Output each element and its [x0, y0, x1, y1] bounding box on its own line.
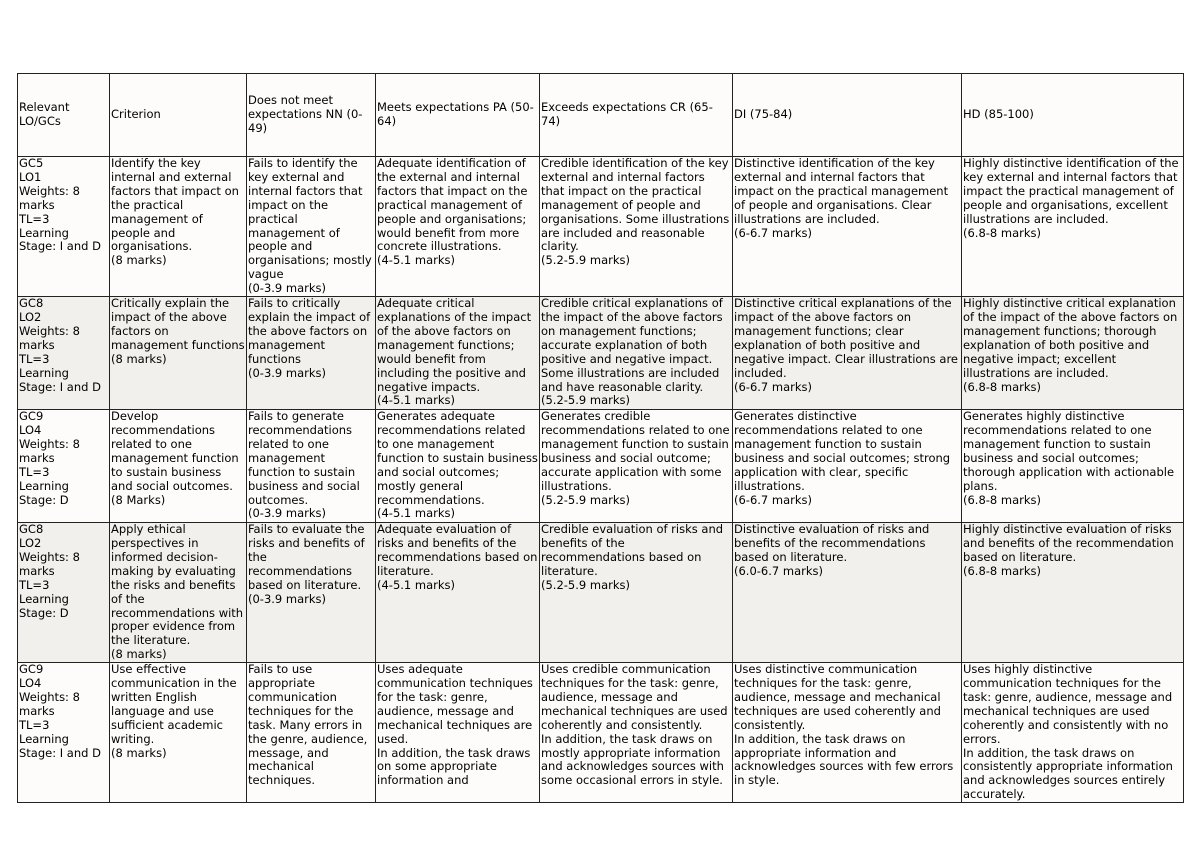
- lo-cell: GC8 LO2 Weights: 8 marks TL=3 Learning Stage: D: [18, 523, 110, 663]
- di-cell: Distinctive identification of the key external and internal factors that impact on the practical management of people and organisations. Clear illustrations are included. (6-6.7 marks): [733, 157, 962, 297]
- header-row: [18, 74, 1184, 157]
- header-pa: Meets expectations PA (50-64): [376, 74, 540, 157]
- table-row: [18, 410, 1184, 523]
- criterion-cell: Critically explain the impact of the above factors on management functions (8 marks): [110, 297, 247, 410]
- lo-cell: GC9 LO4 Weights: 8 marks TL=3 Learning Stage: I and D: [18, 663, 110, 803]
- header-criterion: Criterion: [110, 74, 247, 157]
- hd-cell: Uses highly distinctive communication techniques for the task: genre, audience, message and mechanical techniques are used coherently and consistently with no errors. In addition, the task draws on consistently appropriate information and acknowledges sources entirely accurately.: [962, 663, 1184, 803]
- pa-cell: Adequate critical explanations of the impact of the above factors on management functions; would benefit from including the positive and negative impacts. (4-5.1 marks): [376, 297, 540, 410]
- pa-cell: Uses adequate communication techniques for the task: genre, audience, message and mechanical techniques are used. In addition, the task draws on some appropriate information and: [376, 663, 540, 803]
- nn-cell: Fails to evaluate the risks and benefits of the recommendations based on literature. (0-3.9 marks): [247, 523, 376, 663]
- rubric-table: [17, 73, 1184, 803]
- header-relevant-lo: Relevant LO/GCs: [18, 74, 110, 157]
- header-di: DI (75-84): [733, 74, 962, 157]
- criterion-cell: Develop recommendations related to one management function to sustain business and social outcomes. (8 Marks): [110, 410, 247, 523]
- table-row: [18, 663, 1184, 803]
- hd-cell: Highly distinctive critical explanation of the impact of the above factors on management functions; thorough explanation of both positive and negative impact; excellent illustrations are included. (6.8-8 marks): [962, 297, 1184, 410]
- criterion-cell: Apply ethical perspectives in informed decision-making by evaluating the risks and benefits of the recommendations with proper evidence from the literature. (8 marks): [110, 523, 247, 663]
- lo-cell: GC8 LO2 Weights: 8 marks TL=3 Learning Stage: I and D: [18, 297, 110, 410]
- di-cell: Distinctive critical explanations of the impact of the above factors on management functions; clear explanation of both positive and negative impact. Clear illustrations are included. (6-6.7 marks): [733, 297, 962, 410]
- nn-cell: Fails to generate recommendations related to one management function to sustain business and social outcomes. (0-3.9 marks): [247, 410, 376, 523]
- di-cell: Generates distinctive recommendations related to one management function to sustain business and social outcomes; strong application with clear, specific illustrations. (6-6.7 marks): [733, 410, 962, 523]
- header-cr: Exceeds expectations CR (65-74): [540, 74, 733, 157]
- criterion-cell: Identify the key internal and external factors that impact on the practical management of people and organisations. (8 marks): [110, 157, 247, 297]
- hd-cell: Highly distinctive evaluation of risks and benefits of the recommendation based on literature. (6.8-8 marks): [962, 523, 1184, 663]
- cr-cell: Uses credible communication techniques for the task: genre, audience, message and mechanical techniques are used coherently and consistently. In addition, the task draws on mostly appropriate information and acknowledges sources with some occasional errors in style.: [540, 663, 733, 803]
- pa-cell: Generates adequate recommendations related to one management function to sustain business and social outcomes; mostly general recommendations. (4-5.1 marks): [376, 410, 540, 523]
- criterion-cell: Use effective communication in the written English language and use sufficient academic writing. (8 marks): [110, 663, 247, 803]
- hd-cell: Generates highly distinctive recommendations related to one management function to sustain business and social outcomes; thorough application with actionable plans. (6.8-8 marks): [962, 410, 1184, 523]
- pa-cell: Adequate identification of the external and internal factors that impact on the practical management of people and organisations; would benefit from more concrete illustrations. (4-5.1 marks): [376, 157, 540, 297]
- table-row: [18, 523, 1184, 663]
- hd-cell: Highly distinctive identification of the key external and internal factors that impact the practical management of people and organisations, excellent illustrations are included. (6.8-8 marks): [962, 157, 1184, 297]
- di-cell: Distinctive evaluation of risks and benefits of the recommendations based on literature. (6.0-6.7 marks): [733, 523, 962, 663]
- header-nn: Does not meet expectations NN (0-49): [247, 74, 376, 157]
- cr-cell: Generates credible recommendations related to one management function to sustain business and social outcome; accurate application with some illustrations. (5.2-5.9 marks): [540, 410, 733, 523]
- nn-cell: Fails to identify the key external and internal factors that impact on the practical management of people and organisations; mostly vague (0-3.9 marks): [247, 157, 376, 297]
- table-row: [18, 297, 1184, 410]
- cr-cell: Credible evaluation of risks and benefits of the recommendations based on literature. (5.2-5.9 marks): [540, 523, 733, 663]
- di-cell: Uses distinctive communication techniques for the task: genre, audience, message and mechanical techniques are used coherently and consistently. In addition, the task draws on appropriate information and acknowledges sources with few errors in style.: [733, 663, 962, 803]
- lo-cell: GC5 LO1 Weights: 8 marks TL=3 Learning Stage: I and D: [18, 157, 110, 297]
- pa-cell: Adequate evaluation of risks and benefits of the recommendations based on literature. (4-5.1 marks): [376, 523, 540, 663]
- nn-cell: Fails to use appropriate communication techniques for the task. Many errors in the genre, audience, message, and mechanical techniques.: [247, 663, 376, 803]
- cr-cell: Credible critical explanations of the impact of the above factors on management functions; accurate explanation of both positive and negative impact. Some illustrations are included and have reasonable clarity. (5.2-5.9 marks): [540, 297, 733, 410]
- nn-cell: Fails to critically explain the impact of the above factors on management functions (0-3.9 marks): [247, 297, 376, 410]
- table-row: [18, 157, 1184, 297]
- header-hd: HD (85-100): [962, 74, 1184, 157]
- lo-cell: GC9 LO4 Weights: 8 marks TL=3 Learning Stage: D: [18, 410, 110, 523]
- cr-cell: Credible identification of the key external and internal factors that impact on the practical management of people and organisations. Some illustrations are included and reasonable clarity. (5.2-5.9 marks): [540, 157, 733, 297]
